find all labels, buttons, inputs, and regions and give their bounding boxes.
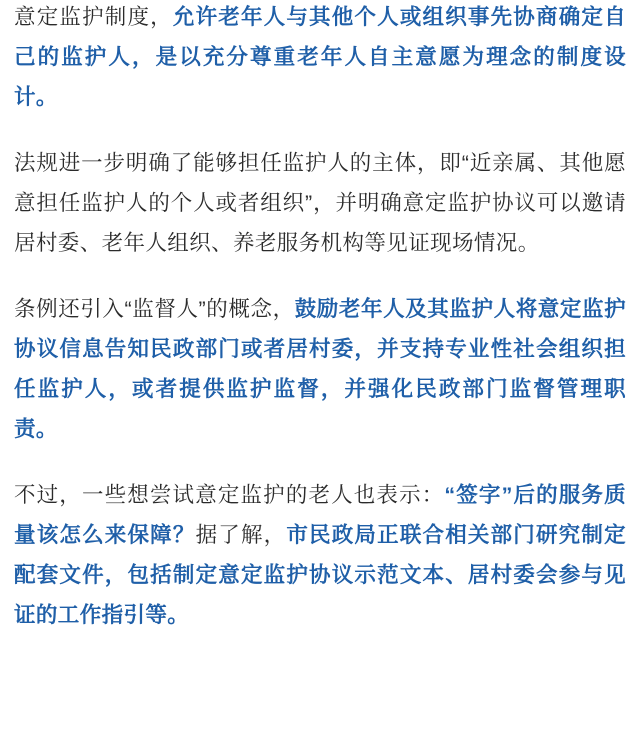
text-run: 意定监护制度，: [14, 5, 173, 29]
highlighted-text-run: “签字”后的服务质量该怎么来保障？: [14, 483, 626, 547]
highlighted-text-run: 允许老年人与其他个人或组织事先协商确定自己的监护人，是以充分尊重老年人自主意愿为理念的制度设计。: [14, 5, 626, 109]
paragraph: [14, 289, 626, 449]
text-run: 条例还引入“监督人”的概念，: [14, 297, 295, 321]
text-run: 法规进一步明确了能够担任监护人的主体，即“近亲属、其他愿意担任监护人的个人或者组织”，并明确意定监护协议可以邀请居村委、老年人组织、养老服务机构等见证现场情况。: [14, 151, 626, 255]
highlighted-text-run: 市民政局正联合相关部门研究制定配套文件，包括制定意定监护协议示范文本、居村委会参与见证的工作指引等。: [14, 523, 626, 627]
highlighted-text-run: 鼓励老年人及其监护人将意定监护协议信息告知民政部门或者居村委，并支持专业性社会组织担任监护人，或者提供监护监督，并强化民政部门监督管理职责。: [14, 297, 626, 441]
paragraph: [14, 143, 626, 263]
text-run: 不过，一些想尝试意定监护的老人也表示：: [14, 483, 445, 507]
paragraph: [14, 475, 626, 635]
text-run: 据了解，: [195, 523, 287, 547]
paragraph: [14, 0, 626, 117]
